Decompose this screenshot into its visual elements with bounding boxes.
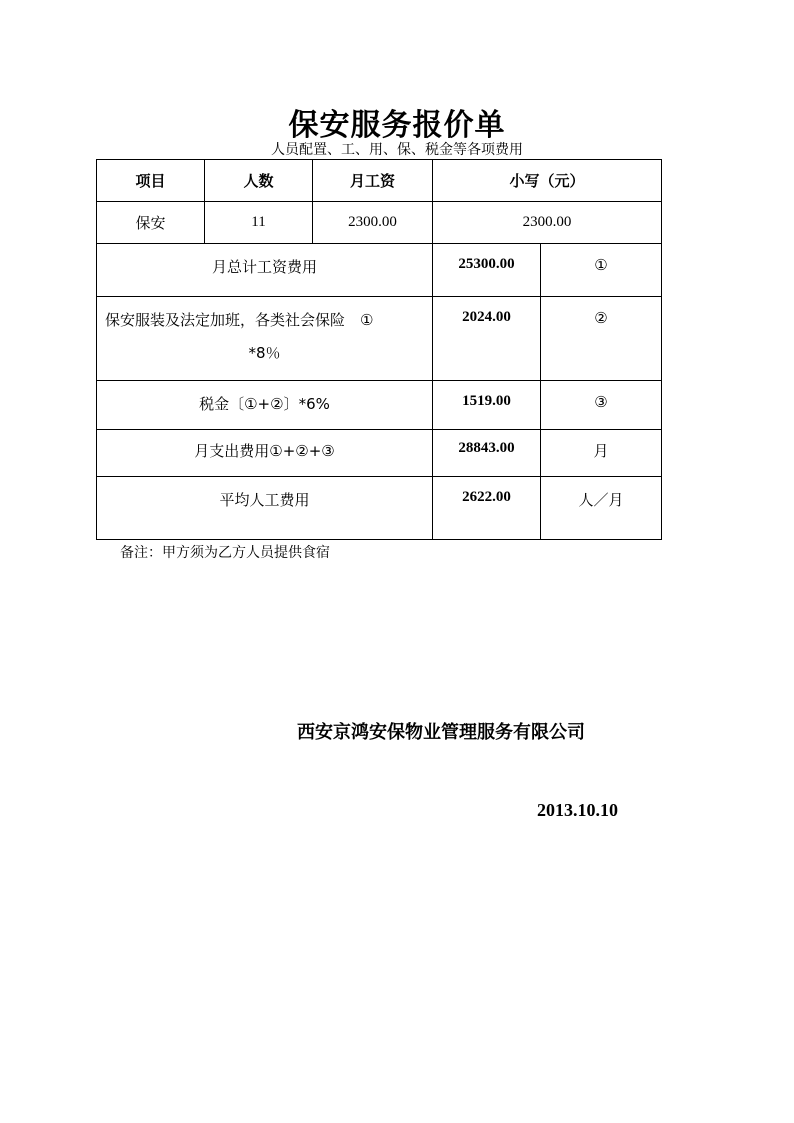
table-row xyxy=(97,202,662,244)
cell-amount: 2024.00 xyxy=(433,297,541,381)
footnote: 备注：甲方须为乙方人员提供食宿 xyxy=(120,545,330,561)
quote-table xyxy=(96,159,662,540)
cell-mark: ② xyxy=(541,297,662,381)
table-row xyxy=(97,477,662,540)
cell-label: 税金〔①+②〕*6% xyxy=(97,381,433,430)
table-row xyxy=(97,430,662,477)
table-row xyxy=(97,244,662,297)
cell-amount: 2300.00 xyxy=(433,202,662,244)
header-item: 项目 xyxy=(97,160,205,202)
table-header-row xyxy=(97,160,662,202)
cell-label: 月支出费用①+②+③ xyxy=(97,430,433,477)
cell-mark: 人／月 xyxy=(541,477,662,540)
header-amount: 小写（元） xyxy=(433,160,662,202)
header-salary: 月工资 xyxy=(313,160,433,202)
table-row xyxy=(97,381,662,430)
cell-amount: 28843.00 xyxy=(433,430,541,477)
cell-mark: ③ xyxy=(541,381,662,430)
cell-item: 保安 xyxy=(97,202,205,244)
cell-label: 月总计工资费用 xyxy=(97,244,433,297)
cell-amount: 2622.00 xyxy=(433,477,541,540)
cell-amount: 1519.00 xyxy=(433,381,541,430)
cell-label: 保安服装及法定加班，各类社会保险 ① *8％ xyxy=(97,297,433,381)
document-date: 2013.10.10 xyxy=(537,800,618,820)
cell-salary: 2300.00 xyxy=(313,202,433,244)
cell-amount: 25300.00 xyxy=(433,244,541,297)
page-subtitle: 人员配置、工、用、保、税金等各项费用 xyxy=(271,142,523,158)
cell-mark: 月 xyxy=(541,430,662,477)
cell-mark: ① xyxy=(541,244,662,297)
header-count: 人数 xyxy=(205,160,313,202)
company-name: 西安京鸿安保物业管理服务有限公司 xyxy=(297,722,585,743)
table-row xyxy=(97,297,662,381)
page-title: 保安服务报价单 xyxy=(288,108,506,143)
cell-label: 平均人工费用 xyxy=(97,477,433,540)
cell-count: 11 xyxy=(205,202,313,244)
